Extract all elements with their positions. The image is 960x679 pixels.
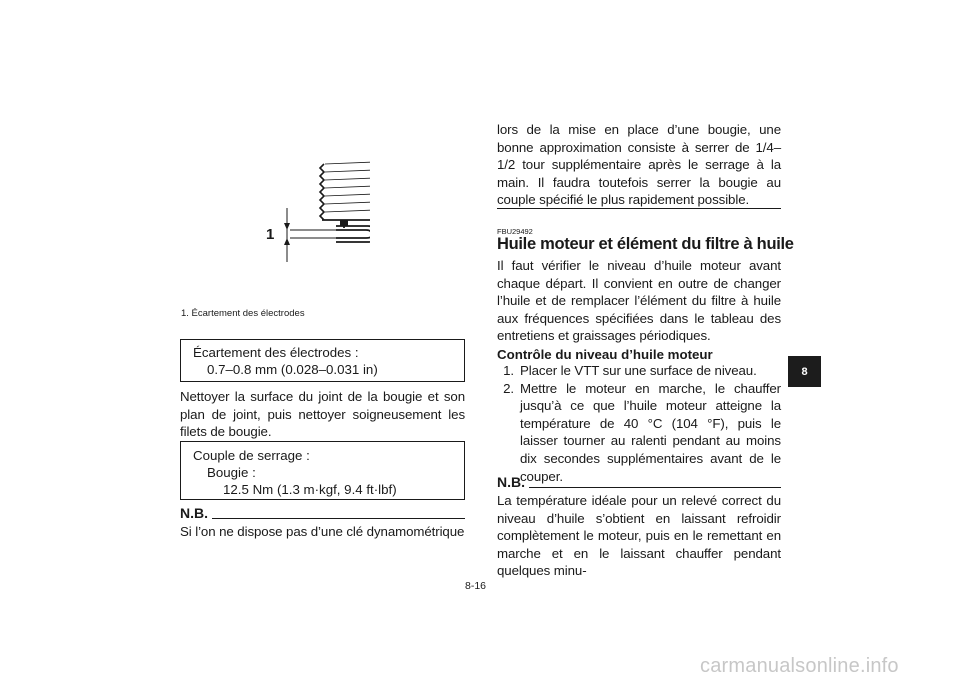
- spec-value: 0.7–0.8 mm (0.028–0.031 in): [207, 362, 378, 377]
- chapter-tab: 8: [788, 356, 821, 387]
- procedure-steps: [497, 362, 781, 485]
- spec-value: 12.5 Nm (1.3 m·kgf, 9.4 ft·lbf): [223, 482, 397, 497]
- watermark: carmanualsonline.info: [700, 655, 899, 677]
- note-rule: [212, 518, 465, 519]
- electrode-gap-spec-box: [180, 339, 465, 382]
- figure-caption: 1. Écartement des électrodes: [181, 308, 305, 319]
- step-number: 2.: [503, 380, 514, 396]
- clean-instruction-paragraph: Nettoyer la surface du joint de la bougie et son plan de joint, puis nettoyer soigneusement les filets de bougie.: [180, 389, 465, 440]
- spec-item: Bougie :: [207, 465, 256, 480]
- section-divider: [497, 208, 781, 209]
- note-heading: [180, 505, 465, 521]
- spark-plug-illustration: [240, 150, 370, 270]
- note-text: La température idéale pour un relevé correct du niveau d’huile s’obtient en laissant refroidir complètement le moteur, puis en le remettant en marche et en le laissant chauffer pendant quelques minu-: [497, 493, 781, 579]
- torque-approximation-paragraph: lors de la mise en place d’une bougie, une bonne approximation consiste à serrer de 1/4–1/2 tour supplémentaire après le serrage à la main. Il faudra toutefois serrer la bougie au couple spécifié le plus rapidement possible.: [497, 122, 781, 208]
- section-code: FBU29492: [497, 227, 533, 236]
- note-rule: [529, 487, 781, 488]
- note-text: Si l’on ne dispose pas d’une clé dynamométrique: [180, 524, 465, 539]
- subsection-title: Contrôle du niveau d’huile moteur: [497, 347, 713, 362]
- procedure-step: [497, 362, 781, 380]
- step-number: 1.: [503, 363, 514, 378]
- spark-plug-figure: [240, 150, 370, 270]
- step-text: Placer le VTT sur une surface de niveau.: [520, 363, 757, 378]
- spec-title: Couple de serrage :: [193, 448, 310, 463]
- note-label: N.B.: [497, 474, 525, 490]
- note-heading: [497, 474, 781, 490]
- torque-spec-box: [180, 441, 465, 500]
- page-number: 8-16: [465, 580, 487, 592]
- step-text: Mettre le moteur en marche, le chauffer jusqu’à ce que l’huile moteur atteigne la température de 40 °C (104 °F), puis le laisser tourner au ralenti pendant au moins dix secondes supplémentaires avant de le couper.: [520, 380, 781, 484]
- note-label: N.B.: [180, 505, 208, 521]
- section-paragraph: Il faut vérifier le niveau d’huile moteur avant chaque départ. Il convient en outre de changer l’huile et de remplacer l’élément du filtre à huile aux fréquences spécifiées dans le tableau des entretiens et graissages périodiques.: [497, 258, 781, 344]
- figure-callout-number: 1: [266, 226, 275, 243]
- section-title: Huile moteur et élément du filtre à huile: [497, 235, 794, 253]
- spec-title: Écartement des électrodes :: [193, 345, 359, 360]
- procedure-step: [497, 380, 781, 486]
